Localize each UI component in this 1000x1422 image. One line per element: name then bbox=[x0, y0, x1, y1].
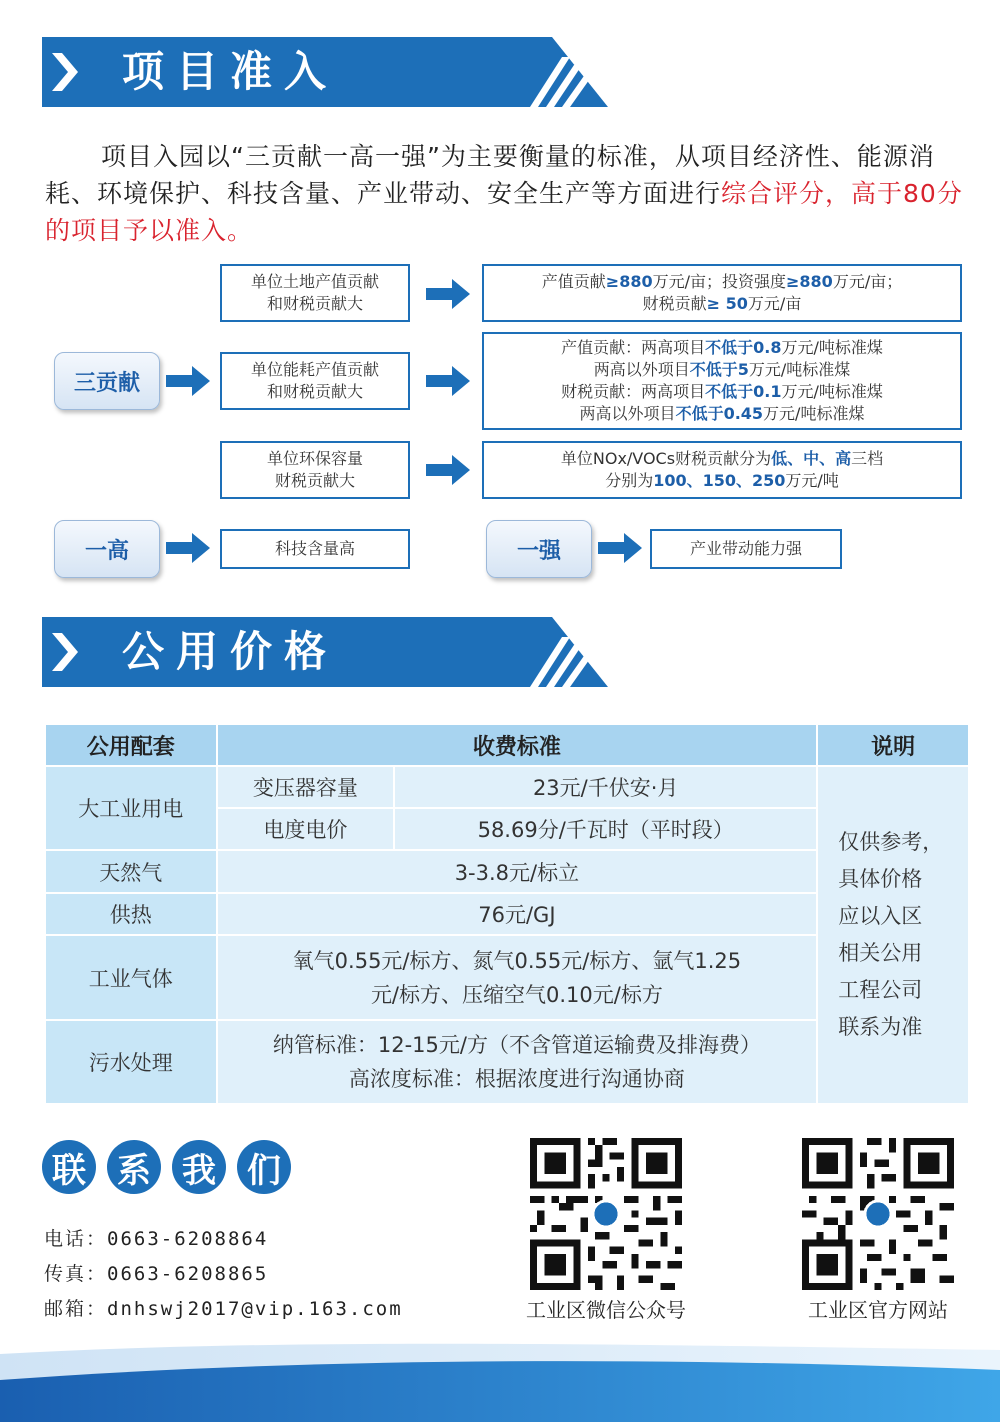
requirement-line bbox=[542, 271, 902, 293]
section-banner-admission bbox=[42, 37, 608, 107]
text: 产值贡献：两高项目 bbox=[561, 338, 706, 357]
criteria-line: 和财税贡献大 bbox=[266, 294, 363, 313]
criteria-line: 单位环保容量 bbox=[266, 449, 363, 468]
qr-code-wechat[interactable] bbox=[530, 1138, 682, 1290]
yi-gao-pill: 一高 bbox=[54, 520, 160, 578]
row-label: 工业气体 bbox=[45, 935, 217, 1020]
criteria-box-land bbox=[220, 264, 410, 322]
note-line: 联系为准 bbox=[838, 1015, 923, 1039]
san-gongxian-pill: 三贡献 bbox=[54, 352, 160, 410]
requirement-box-land bbox=[482, 264, 962, 322]
qr-label-website: 工业区官方网站 bbox=[808, 1298, 948, 1322]
requirement-line bbox=[561, 337, 883, 359]
section-title: 项目准入 bbox=[122, 47, 339, 96]
requirement-line bbox=[580, 403, 865, 425]
email-text: 邮箱：dnhswj2017@vip.163.com bbox=[44, 1298, 403, 1320]
value: 不低于5 bbox=[689, 360, 749, 379]
box-text: 科技含量高 bbox=[274, 539, 355, 558]
text: 财税贡献 bbox=[642, 294, 707, 313]
text: 万元/亩 bbox=[747, 294, 802, 313]
arrow-right-icon bbox=[426, 279, 470, 309]
requirement-box-environment bbox=[482, 441, 962, 499]
value: ≥880 bbox=[605, 272, 653, 291]
fax-text: 传真：0663-6208865 bbox=[44, 1263, 269, 1285]
column-header: 说明 bbox=[817, 724, 969, 766]
arrow-right-icon bbox=[166, 366, 210, 396]
value: ≥880 bbox=[786, 272, 833, 291]
text: 单位NOx/VOCs财税贡献分为 bbox=[560, 449, 772, 468]
text: 产值贡献 bbox=[541, 272, 606, 291]
footer-wave bbox=[0, 1340, 1000, 1422]
industry-box bbox=[650, 529, 842, 569]
table-header-row bbox=[45, 724, 969, 766]
criteria-line: 财税贡献大 bbox=[274, 471, 355, 490]
row-label: 大工业用电 bbox=[45, 766, 217, 850]
price-table bbox=[44, 723, 970, 1105]
arrow-right-icon bbox=[426, 455, 470, 485]
price-value: 58.69分/千瓦时（平时段） bbox=[394, 808, 817, 850]
intro-paragraph bbox=[45, 138, 975, 249]
requirement-line bbox=[561, 381, 883, 403]
text: 万元/亩； bbox=[832, 272, 903, 291]
price-value bbox=[217, 1020, 818, 1104]
tech-box bbox=[220, 529, 410, 569]
criteria-line: 单位能耗产值贡献 bbox=[250, 360, 379, 379]
text: 分别为 bbox=[605, 471, 654, 490]
text: 万元/吨 bbox=[785, 471, 839, 490]
note-line: 工程公司 bbox=[838, 978, 923, 1002]
note-line: 具体价格 bbox=[838, 867, 923, 891]
note-line: 仅供参考， bbox=[838, 830, 944, 854]
price-value: 3-3.8元/标立 bbox=[217, 850, 818, 893]
section-title: 公用价格 bbox=[122, 627, 339, 676]
price-line: 高浓度标准：根据浓度进行沟通协商 bbox=[348, 1067, 685, 1091]
text: 万元/吨标准煤 bbox=[763, 404, 865, 423]
sub-item: 电度电价 bbox=[217, 808, 395, 850]
phone-text: 电话：0663-6208864 bbox=[44, 1228, 269, 1250]
value: 100、150、250 bbox=[653, 471, 786, 490]
text: 万元/亩；投资强度 bbox=[652, 272, 786, 291]
criteria-line: 单位土地产值贡献 bbox=[250, 272, 379, 291]
column-header: 公用配套 bbox=[45, 724, 217, 766]
note-cell bbox=[817, 766, 969, 1104]
intro-highlight: 综合评分，高于80分的项目予以准入。 bbox=[45, 179, 963, 245]
table-row bbox=[45, 766, 969, 808]
arrow-right-icon bbox=[598, 533, 642, 563]
contact-title-char: 我 bbox=[172, 1140, 226, 1194]
qr-code-website[interactable] bbox=[802, 1138, 954, 1290]
requirement-line bbox=[594, 359, 851, 381]
price-line: 元/标方、压缩空气0.10元/标方 bbox=[370, 982, 663, 1007]
price-line: 纳管标准：12-15元/方（不含管道运输费及排海费） bbox=[272, 1033, 761, 1057]
arrow-right-icon bbox=[166, 533, 210, 563]
yi-qiang-pill: 一强 bbox=[486, 520, 592, 578]
criteria-box-environment bbox=[220, 441, 410, 499]
text: 两高以外项目 bbox=[579, 404, 676, 423]
value: 不低于0.45 bbox=[675, 404, 764, 423]
requirement-box-energy bbox=[482, 332, 962, 430]
section-banner-prices bbox=[42, 617, 608, 687]
note-line: 应以入区 bbox=[838, 904, 923, 928]
value: 不低于0.1 bbox=[705, 382, 782, 401]
qr-label-wechat: 工业区微信公众号 bbox=[526, 1298, 686, 1322]
text: 三档 bbox=[851, 449, 884, 468]
intro-text: 项目入园以“三贡献一高一强”为主要衡量的标准，从项目经济性、能源消耗、环境保护、科技含量、产业带动、安全生产等方面进行 bbox=[45, 142, 935, 208]
price-value bbox=[217, 935, 818, 1020]
criteria-line: 和财税贡献大 bbox=[266, 382, 363, 401]
value: 低、中、高 bbox=[771, 449, 852, 468]
price-value: 23元/千伏安·月 bbox=[394, 766, 817, 808]
row-label: 天然气 bbox=[45, 850, 217, 893]
box-text: 产业带动能力强 bbox=[689, 539, 802, 558]
row-label: 供热 bbox=[45, 893, 217, 935]
criteria-box-energy bbox=[220, 352, 410, 410]
row-label: 污水处理 bbox=[45, 1020, 217, 1104]
requirement-line bbox=[643, 293, 802, 315]
sub-item: 变压器容量 bbox=[217, 766, 395, 808]
requirement-line bbox=[561, 448, 883, 470]
text: 万元/吨标准煤 bbox=[781, 338, 883, 357]
contact-title-char: 联 bbox=[42, 1140, 96, 1194]
price-line: 氧气0.55元/标方、氮气0.55元/标方、氩气1.25 bbox=[292, 948, 742, 973]
column-header: 收费标准 bbox=[217, 724, 818, 766]
text: 财税贡献：两高项目 bbox=[561, 382, 706, 401]
text: 万元/吨标准煤 bbox=[781, 382, 883, 401]
value: 不低于0.8 bbox=[705, 338, 782, 357]
requirement-line bbox=[605, 470, 839, 492]
contact-title-char: 们 bbox=[237, 1140, 291, 1194]
text: 两高以外项目 bbox=[593, 360, 690, 379]
note-line: 相关公用 bbox=[838, 941, 923, 965]
arrow-right-icon bbox=[426, 366, 470, 396]
contact-title-char: 系 bbox=[107, 1140, 161, 1194]
text: 万元/吨标准煤 bbox=[748, 360, 851, 379]
price-value: 76元/GJ bbox=[217, 893, 818, 935]
value: ≥ 50 bbox=[706, 294, 748, 313]
